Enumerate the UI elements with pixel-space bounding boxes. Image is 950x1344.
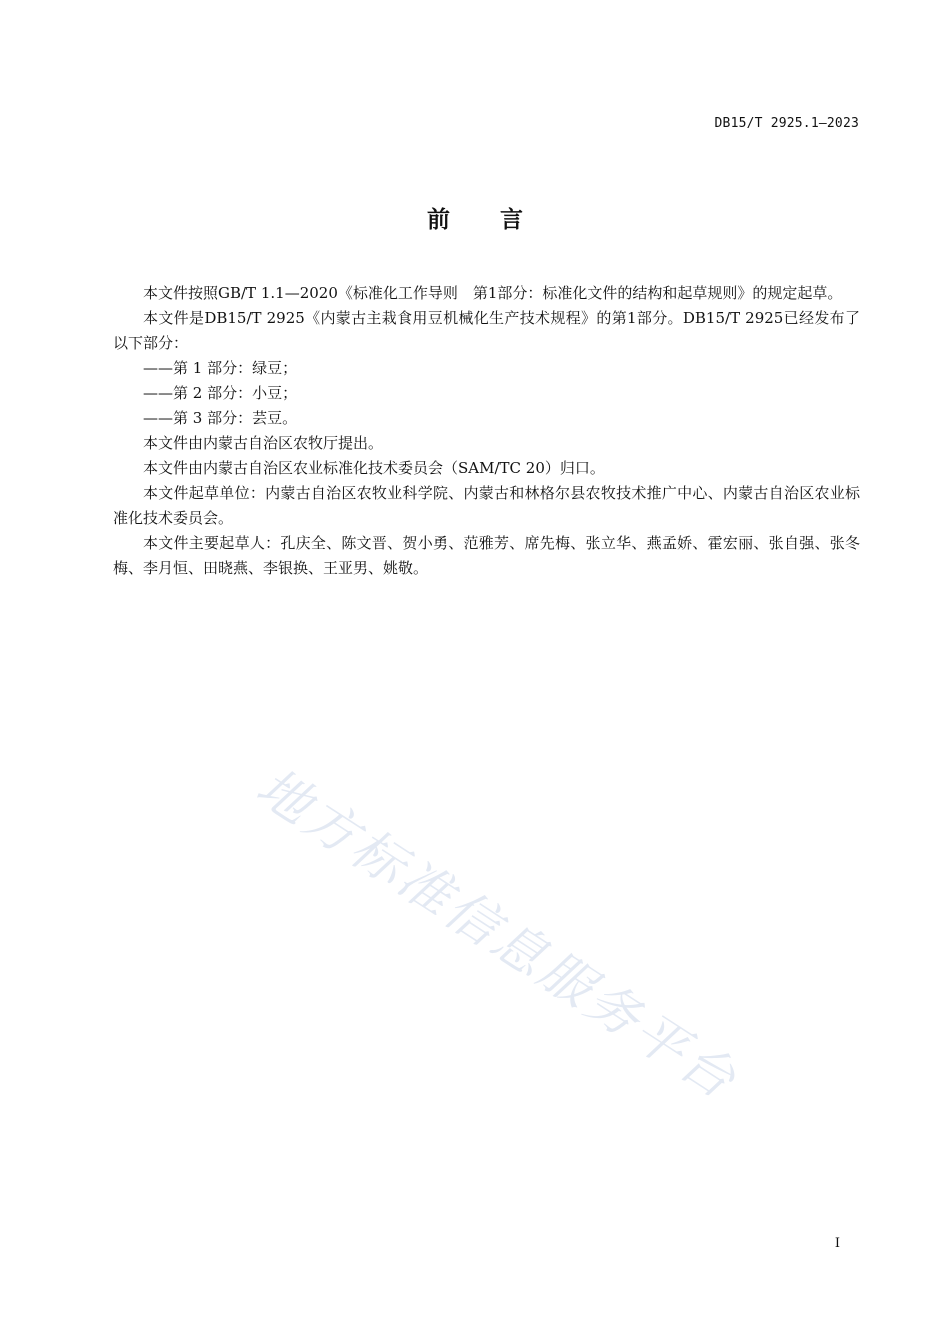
list-item-part-3: ——第 3 部分：芸豆。 (143, 409, 298, 427)
paragraph-centralized-unit: 本文件由内蒙古自治区农业标准化技术委员会（SAM/TC 20）归口。 (143, 459, 605, 477)
paragraph-drafting-units: 本文件起草单位：内蒙古自治区农牧业科学院、内蒙古和林格尔县农牧技术推广中心、内蒙古自治区农业标准化技术委员会。 (113, 484, 860, 527)
page-number: I (834, 1236, 840, 1251)
list-item-part-2: ——第 2 部分：小豆； (143, 384, 298, 402)
paragraph-drafting-basis: 本文件按照GB/T 1.1—2020《标准化工作导则 第1部分：标准化文件的结构和起草规则》的规定起草。 (143, 284, 843, 302)
paragraph-proposer: 本文件由内蒙古自治区农牧厅提出。 (143, 434, 384, 452)
page-title: 前言 (427, 207, 573, 233)
watermark: 地方标准信息服务平台 (245, 756, 749, 1113)
paragraph-document-part: 本文件是DB15/T 2925《内蒙古主栽食用豆机械化生产技术规程》的第1部分。DB15/T 2925已经发布了以下部分： (113, 309, 860, 352)
document-code: DB15/T 2925.1—2023 (714, 116, 859, 131)
list-item-part-1: ——第 1 部分：绿豆； (143, 359, 298, 377)
foreword-body (113, 281, 860, 581)
paragraph-drafters: 本文件主要起草人：孔庆全、陈文晋、贺小勇、范雅芳、席先梅、张立华、燕孟娇、霍宏丽、张自强、张冬梅、李月恒、田晓燕、李银换、王亚男、姚敬。 (113, 534, 860, 577)
